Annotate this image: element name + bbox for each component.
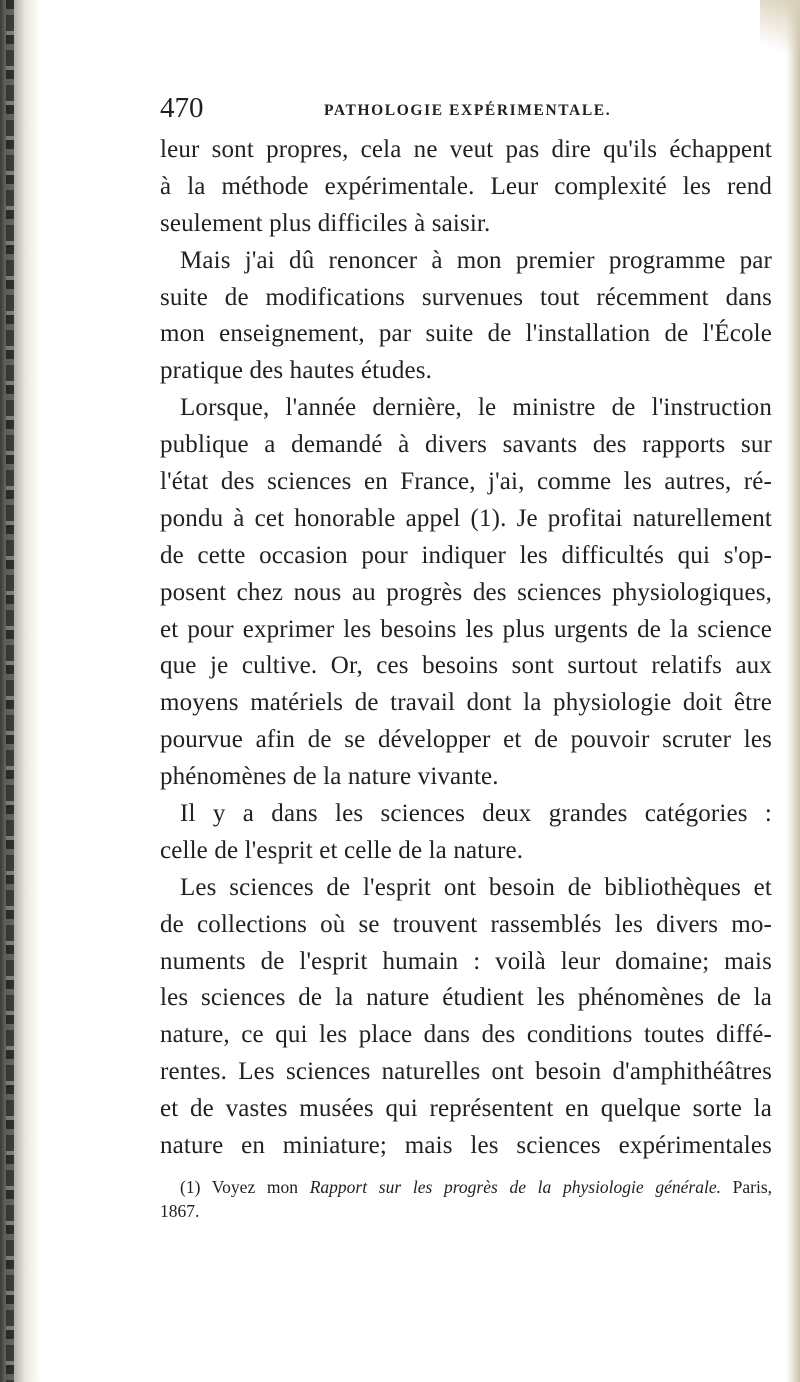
text-line: suite de modifications survenues tout récemment dans — [160, 283, 772, 311]
footnote-cited-title: Rapport sur les progrès de la physiologie générale. — [309, 1176, 721, 1197]
text-line: de cette occasion pour indiquer les difficultés qui s'op- — [160, 541, 772, 569]
text-line: Lorsque, l'année dernière, le ministre de l'instruction — [180, 394, 772, 422]
text-line: posent chez nous au progrès des sciences physiologiques, — [160, 578, 772, 606]
footnote-text: Voyez mon — [211, 1176, 299, 1197]
footnote-place: Paris, — [732, 1176, 773, 1197]
running-title: PATHOLOGIE EXPÉRIMENTALE. — [324, 102, 612, 119]
text-line: l'état des sciences en France, j'ai, comme les autres, ré- — [160, 468, 772, 496]
text-line: les sciences de la nature étudient les phénomènes de la — [160, 984, 772, 1012]
text-line: pratique des hautes études. — [160, 357, 433, 385]
text-line: phénomènes de la nature vivante. — [160, 763, 499, 791]
text-line: pourvue afin de se développer et de pouvoir scruter les — [160, 726, 772, 754]
footnote-line — [160, 1175, 772, 1199]
page-number: 470 — [160, 92, 204, 124]
running-head — [160, 88, 772, 132]
text-line: mon enseignement, par suite de l'installation de l'École — [160, 320, 772, 348]
text-line: celle de l'esprit et celle de la nature. — [160, 836, 524, 864]
text-line: rentes. Les sciences naturelles ont besoin d'amphithéâtres — [160, 1058, 772, 1086]
book-binding-shadow — [0, 0, 40, 1382]
text-line: Il y a dans les sciences deux grandes catégories : — [180, 800, 772, 828]
body-text — [160, 132, 772, 1165]
text-line: nature en miniature; mais les sciences expérimentales — [160, 1132, 772, 1160]
page-right-edge — [786, 0, 800, 1382]
text-line: et de vastes musées qui représentent en quelque sorte la — [160, 1095, 772, 1123]
footnote-marker: (1) — [180, 1176, 201, 1197]
binding-stitching — [6, 0, 14, 1382]
text-line: Mais j'ai dû renoncer à mon premier programme par — [180, 246, 772, 274]
footnote-line: 1867. — [160, 1200, 200, 1221]
footnote — [160, 1175, 772, 1223]
page-corner-shadow — [760, 0, 800, 60]
text-line: de collections où se trouvent rassemblés les divers mo- — [160, 910, 772, 938]
text-line: leur sont propres, cela ne veut pas dire qu'ils échappent — [160, 136, 772, 163]
text-line: et pour exprimer les besoins les plus urgents de la science — [160, 615, 772, 643]
text-line: numents de l'esprit humain : voilà leur domaine; mais — [160, 947, 772, 975]
text-line: que je cultive. Or, ces besoins sont surtout relatifs aux — [160, 652, 772, 680]
text-line: pondu à cet honorable appel (1). Je profitai naturellement — [160, 504, 772, 532]
text-line: Les sciences de l'esprit ont besoin de bibliothèques et — [180, 873, 772, 901]
text-line: nature, ce qui les place dans des conditions toutes diffé- — [160, 1021, 772, 1049]
text-line: à la méthode expérimentale. Leur complexité les rend — [160, 172, 772, 200]
text-line: seulement plus difficiles à saisir. — [160, 209, 491, 237]
book-page — [160, 88, 772, 1223]
text-line: publique a demandé à divers savants des rapports sur — [160, 431, 772, 459]
text-line: moyens matériels de travail dont la physiologie doit être — [160, 689, 772, 717]
